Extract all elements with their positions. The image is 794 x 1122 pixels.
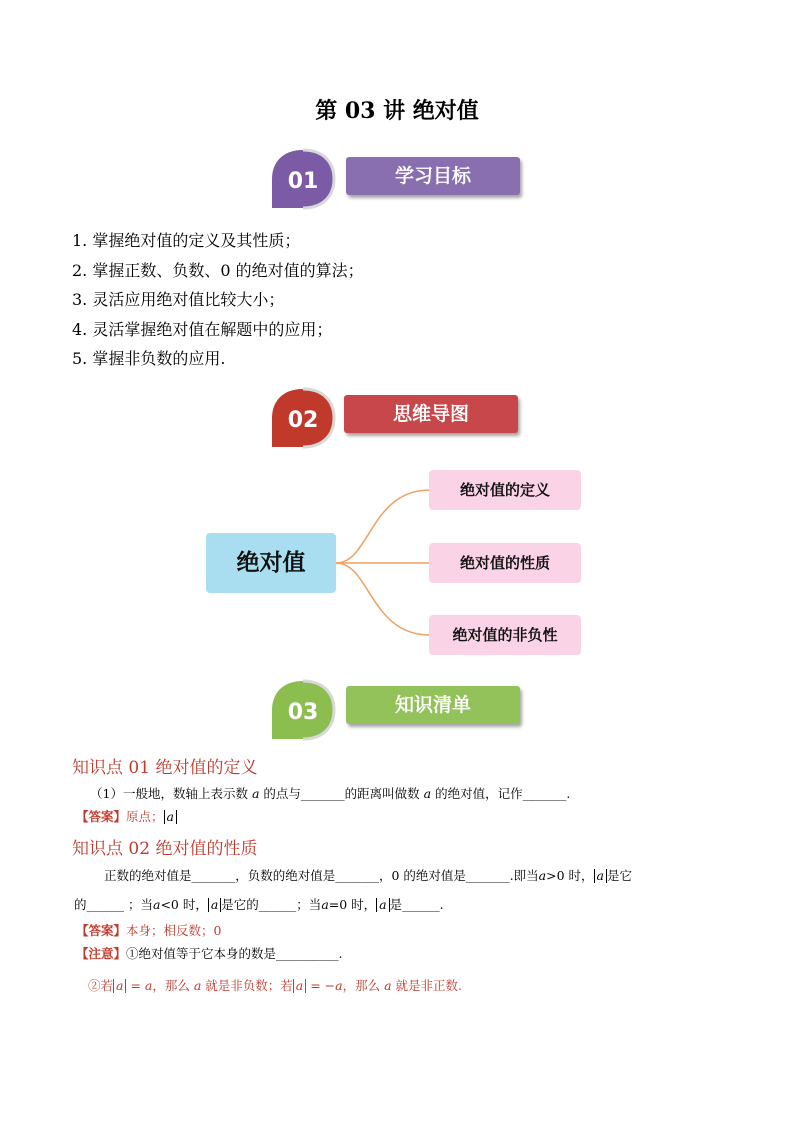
var-a: a	[152, 897, 161, 912]
kp2-note-text: ①绝对值等于它本身的数是__________.	[126, 946, 343, 961]
mindmap-branch-nonnegativity: 绝对值的非负性	[429, 615, 581, 655]
kp2-text: 正数的绝对值是_______，负数的绝对值是_______，0 的绝对值是_______.即当	[104, 868, 539, 883]
section-badge-02	[268, 387, 338, 449]
abs-value-a: a	[376, 898, 389, 912]
kp2-note2-text: ②若	[88, 978, 114, 993]
mindmap-branch-definition: 绝对值的定义	[429, 470, 581, 510]
section-label-03: 知识清单	[346, 686, 520, 724]
abs-value-a: a	[113, 979, 126, 993]
var-a: a	[384, 978, 392, 993]
objective-item: 4. 灵活掌握绝对值在解题中的应用；	[72, 319, 333, 339]
var-a: a	[321, 897, 329, 912]
note-tag: 【注意】	[76, 946, 127, 961]
kp2-text: <0 时，	[160, 897, 208, 912]
kp1-text-b: 的点与_______的距离叫做数	[263, 786, 420, 801]
section-label-01: 学习目标	[346, 157, 520, 195]
kp1-answer-text: 原点；	[126, 809, 164, 824]
kp2-note2-text: ，那么	[152, 978, 190, 993]
kp2-property-line-2	[74, 895, 444, 913]
abs-value-a: a	[594, 869, 607, 883]
objective-item: 3. 灵活应用绝对值比较大小；	[72, 290, 285, 309]
kp2-text: 是它	[606, 868, 632, 883]
kp2-property-line-1	[104, 866, 632, 884]
mindmap-branch-properties: 绝对值的性质	[429, 543, 581, 583]
kp1-text-c: 的绝对值，记作_______.	[435, 786, 571, 801]
answer-tag: 【答案】	[76, 923, 127, 938]
objective-item: 1. 掌握绝对值的定义及其性质；	[72, 231, 301, 250]
section-number-01: 01	[287, 169, 319, 194]
var-a: a	[538, 868, 547, 883]
section-number-03: 03	[287, 700, 319, 725]
kp2-text: =0 时，	[328, 897, 377, 912]
objective-item: 2. 掌握正数、负数、0 的绝对值的算法；	[72, 260, 364, 280]
section-header-01	[268, 148, 528, 210]
abs-value-a: a	[164, 810, 177, 824]
kp1-heading: 知识点 01 绝对值的定义	[72, 758, 258, 778]
kp1-definition-line	[90, 784, 570, 802]
equation: = −a	[306, 978, 343, 993]
kp2-text: 的______ ；当	[74, 897, 153, 912]
section-badge-01	[268, 148, 338, 210]
kp2-answer-text: 本身；相反数；0	[126, 923, 222, 938]
section-label-02: 思维导图	[344, 395, 518, 433]
objectives-list	[72, 226, 364, 374]
kp2-note	[76, 944, 343, 962]
abs-value-a: a	[293, 979, 306, 993]
mindmap-root: 绝对值	[206, 533, 336, 593]
kp2-answer	[76, 921, 221, 939]
section-number-02: 02	[287, 408, 319, 433]
var-a: a	[423, 786, 432, 801]
equation: = a	[126, 978, 153, 993]
mindmap-connectors	[330, 480, 440, 650]
section-header-02	[268, 387, 528, 449]
section-badge-03	[268, 679, 338, 741]
kp2-note-2	[88, 976, 462, 994]
section-header-03	[268, 679, 528, 741]
kp1-answer	[76, 807, 177, 825]
kp1-text-a: （1）一般地，数轴上表示数	[90, 786, 248, 801]
answer-tag: 【答案】	[76, 809, 127, 824]
kp2-note2-text: 就是非正数.	[395, 978, 463, 993]
kp2-heading: 知识点 02 绝对值的性质	[72, 839, 258, 859]
page-title: 第 03 讲 绝对值	[315, 98, 479, 124]
var-a: a	[251, 786, 260, 801]
kp2-note2-text: 就是非负数；若	[205, 978, 293, 993]
var-a: a	[193, 978, 202, 993]
kp2-note2-text: ，那么	[342, 978, 381, 993]
kp2-text: 是它的______；当	[221, 897, 322, 912]
kp2-text: >0 时，	[546, 868, 594, 883]
abs-value-a: a	[208, 898, 221, 912]
kp2-text: 是______.	[389, 897, 444, 912]
objective-item: 5. 掌握非负数的应用.	[72, 349, 226, 368]
